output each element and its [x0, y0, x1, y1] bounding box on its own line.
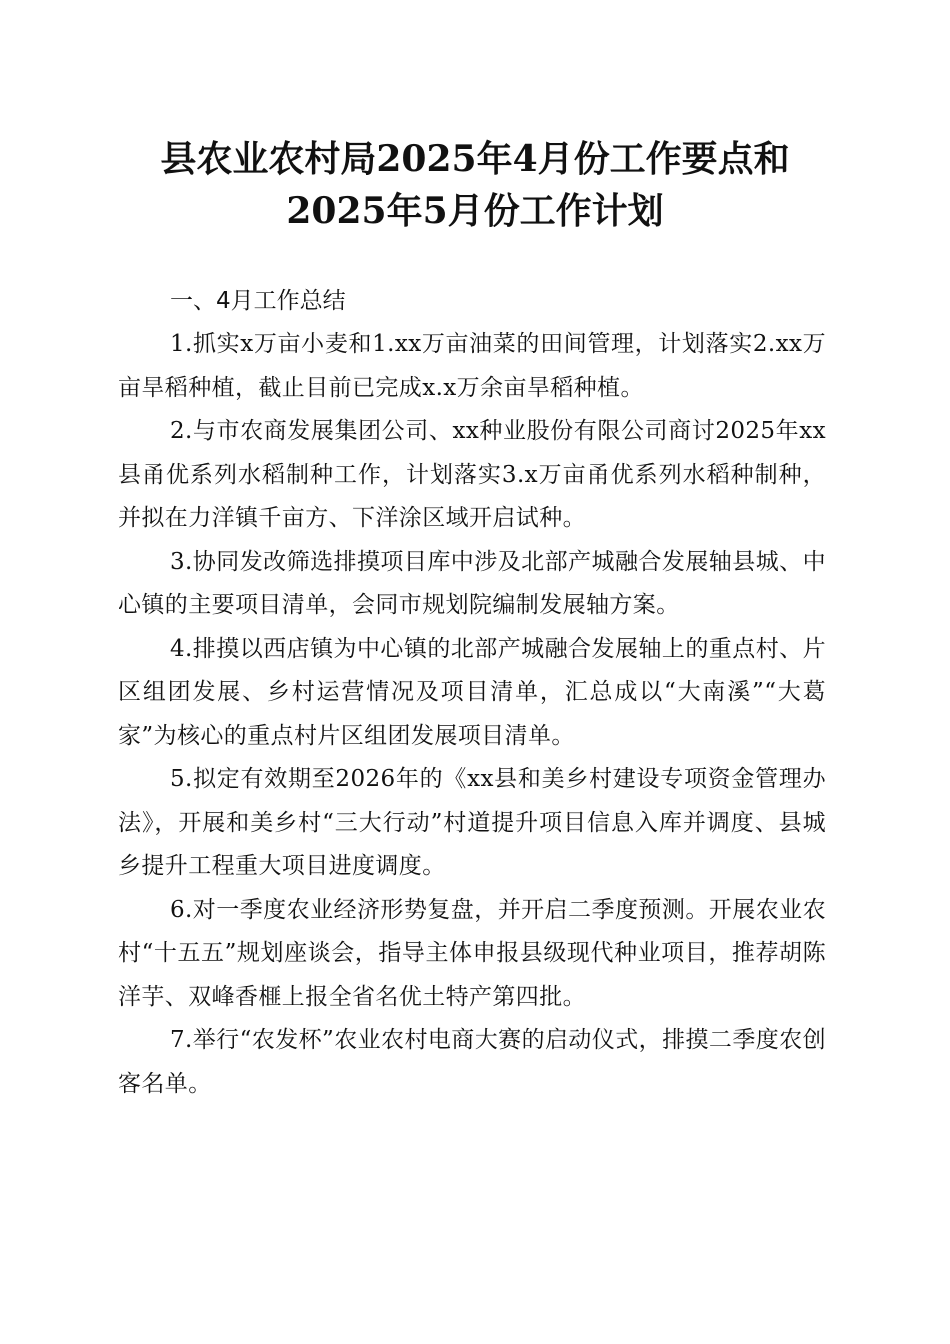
paragraph-5: 5.拟定有效期至2026年的《xx县和美乡村建设专项资金管理办法》，开展和美乡村“三大行动”村道提升项目信息入库并调度、县城乡提升工程重大项目进度调度。 [118, 766, 826, 879]
paragraph-1: 1.抓实x万亩小麦和1.xx万亩油菜的田间管理，计划落实2.xx万亩旱稻种植，截止目前已完成x.x万余亩旱稻种植。 [118, 331, 826, 401]
document-title: 县农业农村局2025年4月份工作要点和2025年5月份工作计划 [160, 138, 790, 232]
paragraph-4: 4.排摸以西店镇为中心镇的北部产城融合发展轴上的重点村、片区组团发展、乡村运营情况及项目清单，汇总成以“大南溪”“大葛家”为核心的重点村片区组团发展项目清单。 [118, 635, 826, 749]
paragraph-2: 2.与市农商发展集团公司、xx种业股份有限公司商讨2025年xx县甬优系列水稻制种工作，计划落实3.x万亩甬优系列水稻种制种，并拟在力洋镇千亩方、下洋涂区域开启试种。 [118, 418, 826, 531]
document-body [118, 280, 826, 1106]
section-heading: 一、4月工作总结 [170, 288, 346, 314]
paragraph-7: 7.举行“农发杯”农业农村电商大赛的启动仪式，排摸二季度农创客名单。 [118, 1027, 826, 1097]
paragraph-6: 6.对一季度农业经济形势复盘，并开启二季度预测。开展农业农村“十五五”规划座谈会，指导主体申报县级现代种业项目，推荐胡陈洋芋、双峰香榧上报全省名优土特产第四批。 [118, 896, 826, 1010]
paragraph-3: 3.协同发改筛选排摸项目库中涉及北部产城融合发展轴县城、中心镇的主要项目清单，会同市规划院编制发展轴方案。 [118, 548, 826, 618]
